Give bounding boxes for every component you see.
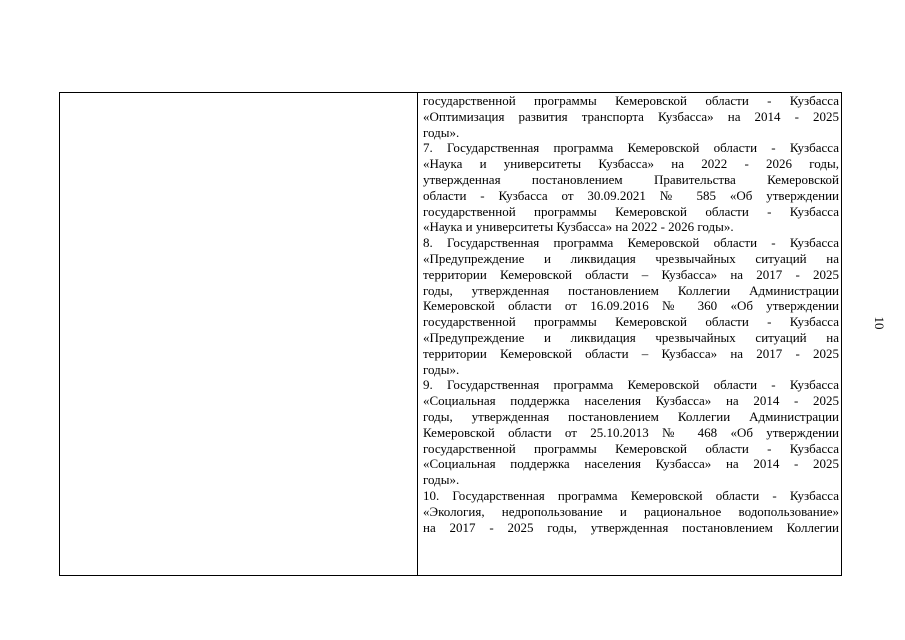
text-line: годы, утвержденная постановлением Коллегии Администрации bbox=[423, 408, 839, 424]
text-line: 10. Государственная программа Кемеровской области - Кузбасса bbox=[423, 487, 839, 503]
text-line: «Наука и университеты Кузбасса» на 2022 - 2026 годы». bbox=[423, 219, 734, 235]
text-line: области - Кузбасса от 30.09.2021 № 585 «Об утверждении bbox=[423, 187, 839, 203]
text-line: территории Кемеровской области – Кузбасса» на 2017 - 2025 bbox=[423, 345, 839, 361]
text-line: Кемеровской области от 25.10.2013 № 468 «Об утверждении bbox=[423, 424, 839, 440]
text-line: «Предупреждение и ликвидация чрезвычайных ситуаций на bbox=[423, 250, 839, 266]
text-line: 7. Государственная программа Кемеровской области - Кузбасса bbox=[423, 140, 839, 156]
text-line: годы, утвержденная постановлением Коллегии Администрации bbox=[423, 282, 839, 298]
text-line: территории Кемеровской области – Кузбасса» на 2017 - 2025 bbox=[423, 266, 839, 282]
text-line: 9. Государственная программа Кемеровской области - Кузбасса bbox=[423, 377, 839, 393]
text-line: годы». bbox=[423, 124, 460, 140]
text-line: годы». bbox=[423, 472, 460, 488]
text-line: на 2017 - 2025 годы, утвержденная постановлением Коллегии bbox=[423, 519, 839, 535]
table-left-cell bbox=[60, 93, 418, 575]
text-line: «Наука и университеты Кузбасса» на 2022 - 2026 годы, bbox=[423, 156, 839, 172]
text-line: государственной программы Кемеровской области - Кузбасса bbox=[423, 440, 839, 456]
text-line: Кемеровской области от 16.09.2016 № 360 «Об утверждении bbox=[423, 298, 839, 314]
text-line: государственной программы Кемеровской области - Кузбасса bbox=[423, 314, 839, 330]
text-line: государственной программы Кемеровской области - Кузбасса bbox=[423, 203, 839, 219]
program-table bbox=[59, 92, 842, 576]
text-line: «Оптимизация развития транспорта Кузбасса» на 2014 - 2025 bbox=[423, 108, 839, 124]
text-line: «Социальная поддержка населения Кузбасса» на 2014 - 2025 bbox=[423, 456, 839, 472]
text-line: «Социальная поддержка населения Кузбасса» на 2014 - 2025 bbox=[423, 393, 839, 409]
text-line: утвержденная постановлением Правительства Кемеровской bbox=[423, 171, 839, 187]
text-line: 8. Государственная программа Кемеровской области - Кузбасса bbox=[423, 235, 839, 251]
table-right-cell bbox=[418, 93, 842, 575]
text-line: «Экология, недропользование и рациональное водопользование» bbox=[423, 503, 839, 519]
text-line: годы». bbox=[423, 361, 460, 377]
page-number: 10 bbox=[872, 316, 887, 330]
text-line: «Предупреждение и ликвидация чрезвычайных ситуаций на bbox=[423, 329, 839, 345]
text-line: государственной программы Кемеровской области - Кузбасса bbox=[423, 93, 839, 108]
